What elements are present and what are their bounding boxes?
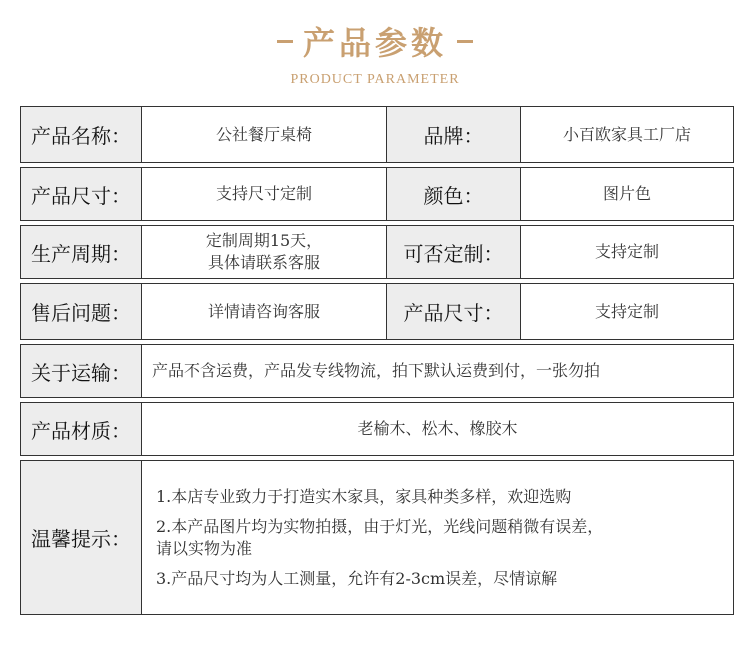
label-customizable: 可否定制： — [403, 241, 504, 266]
label-cell — [21, 345, 141, 397]
row-shipping — [20, 344, 734, 398]
label-after-sales: 售后问题： — [31, 301, 131, 325]
label-cell — [21, 226, 141, 278]
label-color: 颜色： — [423, 183, 484, 208]
value-cell — [141, 403, 733, 455]
label-cell — [21, 284, 141, 339]
value-size: 支持尺寸定制 — [215, 184, 312, 203]
label-tips: 温馨提示： — [31, 527, 131, 551]
row-tips — [20, 460, 734, 615]
label-brand: 品牌： — [423, 124, 484, 148]
label-product-name: 产品名称： — [31, 124, 131, 148]
page-subtitle: PRODUCT PARAMETER — [290, 72, 460, 87]
label-size: 产品尺寸： — [31, 183, 131, 208]
label-cell — [386, 284, 520, 339]
value-production-cycle-line1: 定制周期15天， — [205, 231, 323, 250]
label-cell — [21, 168, 141, 220]
label-cell — [21, 403, 141, 455]
value-cell — [141, 226, 386, 278]
row-after-sales — [20, 283, 734, 340]
value-cell — [520, 226, 733, 278]
value-color: 图片色 — [602, 184, 651, 203]
value-shipping: 产品不含运费，产品发专线物流，拍下默认运费到付，一张勿拍 — [152, 361, 601, 380]
value-cell — [141, 107, 386, 162]
title-dash-left — [277, 40, 293, 43]
tip-1: 1.本店专业致力于打造实木家具，家具种类多样，欢迎选购 — [156, 486, 572, 506]
value-cell — [520, 168, 733, 220]
value-cell — [141, 168, 386, 220]
value-brand: 小百欧家具工厂店 — [562, 124, 691, 144]
tip-3: 3.产品尺寸均为人工测量，允许有2-3cm误差，尽情谅解 — [156, 568, 558, 588]
value-material: 老榆木、松木、橡胶木 — [357, 419, 518, 438]
value-customizable: 支持定制 — [594, 242, 659, 261]
label-cell — [386, 168, 520, 220]
label-material: 产品材质： — [31, 418, 131, 443]
row-size-color — [20, 167, 734, 221]
label-cell — [386, 226, 520, 278]
row-material — [20, 402, 734, 456]
value-after-sales: 详情请咨询客服 — [207, 301, 320, 321]
label-shipping: 关于运输： — [31, 360, 131, 385]
page-title: 产品参数 — [302, 24, 447, 62]
value-size-2: 支持定制 — [594, 301, 659, 321]
value-cell — [141, 345, 733, 397]
label-cell — [21, 461, 141, 614]
value-cell — [141, 284, 386, 339]
label-production-cycle: 生产周期： — [31, 241, 131, 266]
tip-2-line1: 2.本产品图片均为实物拍摄，由于灯光，光线问题稍微有误差， — [156, 516, 604, 536]
tips-cell — [141, 461, 733, 614]
label-size-2: 产品尺寸： — [403, 301, 504, 325]
value-production-cycle-line2: 具体请联系客服 — [207, 253, 320, 272]
label-cell — [21, 107, 141, 162]
row-production-cycle — [20, 225, 734, 279]
row-product-name — [20, 106, 734, 163]
title-dash-right — [457, 40, 473, 43]
header — [0, 18, 750, 88]
value-cell — [520, 107, 733, 162]
value-cell — [520, 284, 733, 339]
tip-2-line2: 请以实物为准 — [156, 538, 253, 558]
value-product-name: 公社餐厅桌椅 — [215, 124, 312, 144]
label-cell — [386, 107, 520, 162]
title-row — [0, 18, 750, 64]
